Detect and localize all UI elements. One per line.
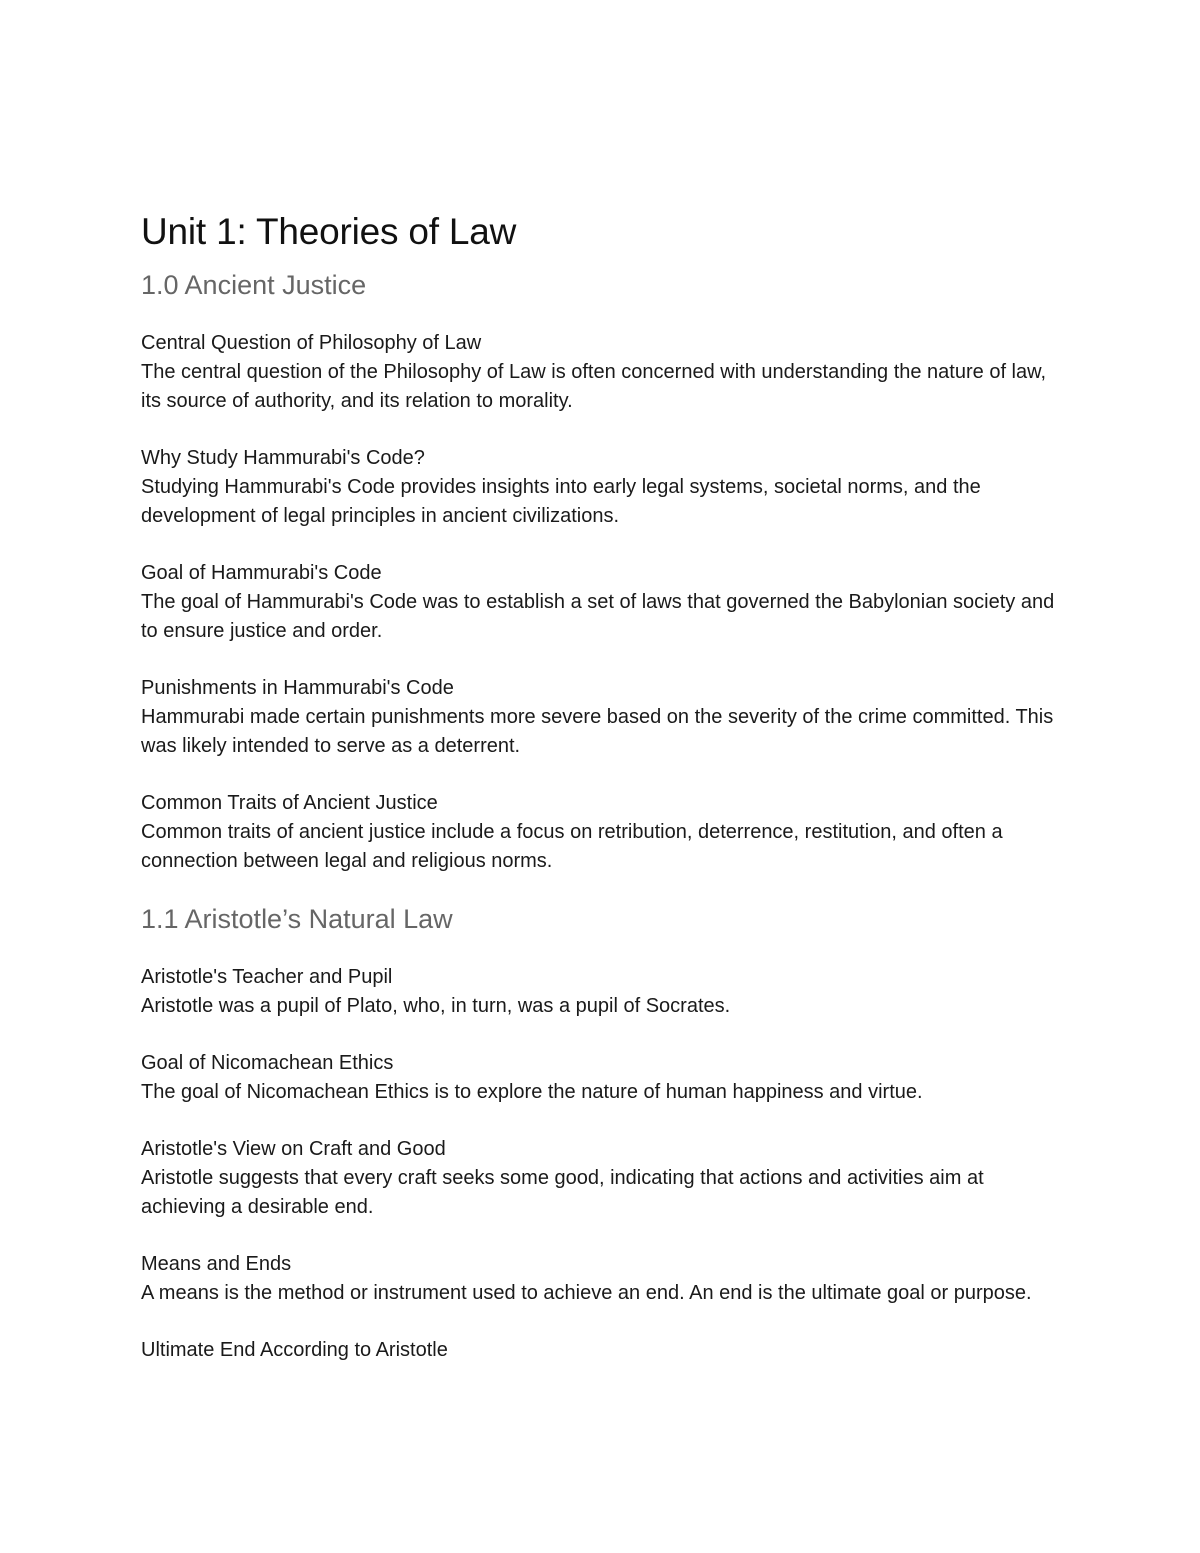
entry-answer: The goal of Hammurabi's Code was to establish a set of laws that governed the Babylonian society and to ensure justice and order. [141,591,1055,642]
entry [141,1135,1061,1222]
entry-answer: The goal of Nicomachean Ethics is to explore the nature of human happiness and virtue. [141,1081,923,1103]
entry [141,674,1061,761]
entry [141,1250,1061,1308]
entry [141,789,1061,876]
entry [141,444,1061,531]
entry-question: Aristotle's View on Craft and Good [141,1138,446,1160]
entry-question: Why Study Hammurabi's Code? [141,447,425,469]
section-heading-ancient-justice: 1.0 Ancient Justice [141,270,367,300]
section-entries-aristotles-natural-law [141,963,1061,1365]
entry-question: Common Traits of Ancient Justice [141,792,438,814]
entry-answer: Hammurabi made certain punishments more severe based on the severity of the crime committed. This was likely intended to serve as a deterrent. [141,706,1054,757]
section-entries-ancient-justice [141,329,1061,876]
entry-question: Aristotle's Teacher and Pupil [141,966,393,988]
entry [141,1049,1061,1107]
entry-answer: Studying Hammurabi's Code provides insights into early legal systems, societal norms, and the development of legal principles in ancient civilizations. [141,476,981,527]
section-heading-aristotles-natural-law: 1.1 Aristotle’s Natural Law [141,904,453,934]
entry-answer: Aristotle was a pupil of Plato, who, in turn, was a pupil of Socrates. [141,995,731,1017]
document-page [141,208,1061,1365]
entry-question: Means and Ends [141,1253,292,1275]
entry-question: Goal of Hammurabi's Code [141,562,382,584]
entry-question: Central Question of Philosophy of Law [141,332,482,354]
entry-question: Ultimate End According to Aristotle [141,1339,448,1361]
entry [141,559,1061,646]
entry-answer: Common traits of ancient justice include a focus on retribution, deterrence, restitution, and often a connection between legal and religious norms. [141,821,1003,872]
entry [141,1336,1061,1365]
entry-answer: The central question of the Philosophy of Law is often concerned with understanding the nature of law, its source of authority, and its relation to morality. [141,361,1047,412]
document-title: Unit 1: Theories of Law [141,211,517,252]
entry [141,329,1061,416]
entry-question: Goal of Nicomachean Ethics [141,1052,394,1074]
entry-question: Punishments in Hammurabi's Code [141,677,454,699]
entry [141,963,1061,1021]
entry-answer: Aristotle suggests that every craft seeks some good, indicating that actions and activities aim at achieving a desirable end. [141,1167,984,1218]
entry-answer: A means is the method or instrument used to achieve an end. An end is the ultimate goal or purpose. [141,1282,1032,1304]
